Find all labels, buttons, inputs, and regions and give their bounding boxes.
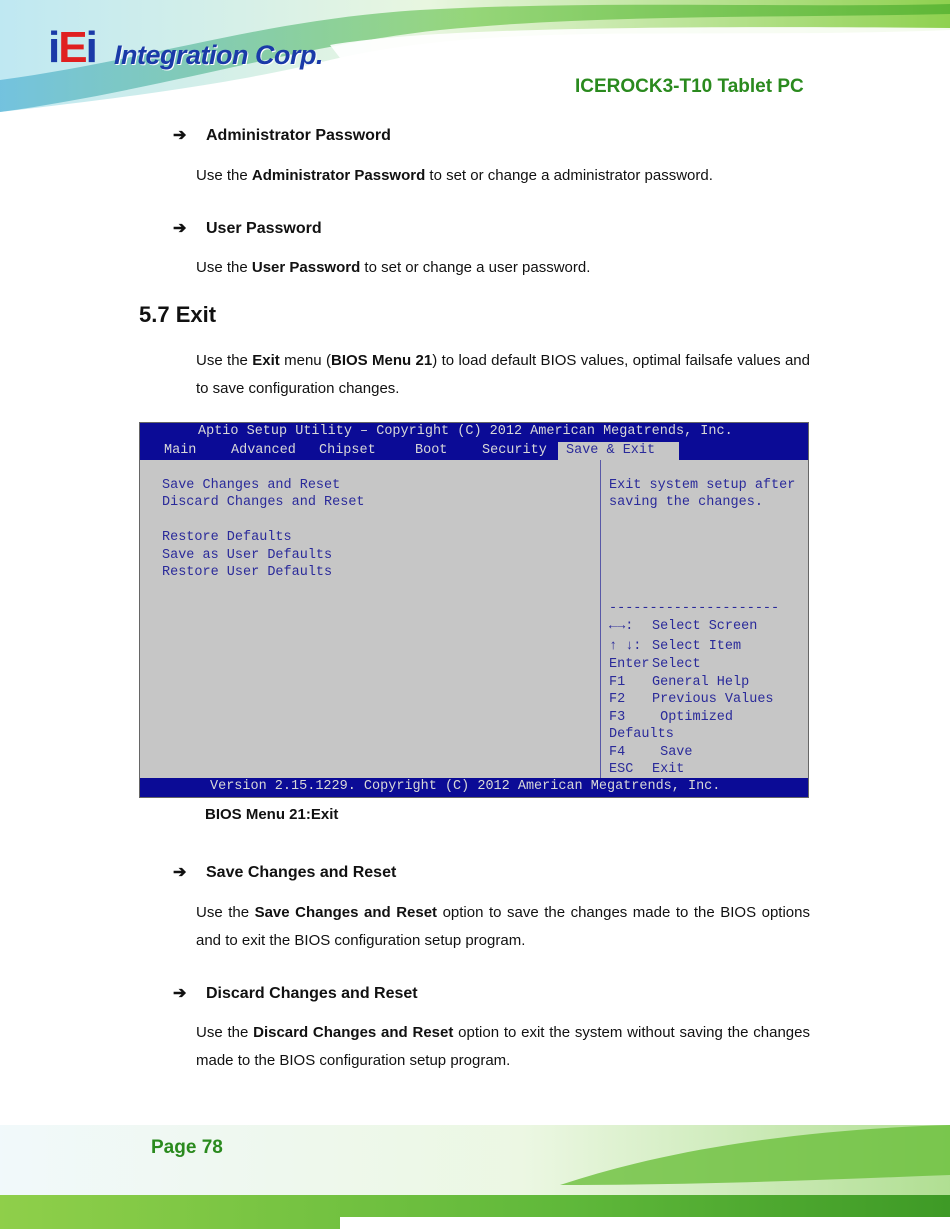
bios-tab-security[interactable]: Security bbox=[482, 443, 547, 458]
bios-key-hint: F3 Optimized bbox=[609, 710, 734, 725]
bios-tab-main[interactable]: Main bbox=[164, 443, 197, 458]
arrow-right-icon: ➔ bbox=[173, 985, 187, 1002]
bios-key-hint: ESC Exit bbox=[609, 762, 685, 777]
bios-item-save-user-defaults[interactable]: Save as User Defaults bbox=[162, 548, 333, 563]
bios-tab-save-exit[interactable]: Save & Exit bbox=[558, 442, 679, 460]
arrow-right-icon: ➔ bbox=[173, 127, 187, 144]
bios-help-line: saving the changes. bbox=[609, 495, 763, 510]
paragraph-administrator-password: Use the Administrator Password to set or change a administrator password. bbox=[196, 167, 713, 184]
bios-key-hint: ↑ ↓: Select Item bbox=[609, 639, 742, 654]
bios-key-hint: Enter Select bbox=[609, 657, 701, 672]
figure-caption: BIOS Menu 21:Exit bbox=[205, 806, 339, 823]
bios-footer-bar bbox=[140, 778, 808, 797]
page-footer bbox=[0, 1125, 950, 1229]
heading-discard-changes-reset: ➔ Discard Changes and Reset bbox=[173, 985, 418, 1002]
bios-key-hint: Defaults bbox=[609, 727, 674, 742]
bios-key-hint: F4 Save bbox=[609, 745, 693, 760]
bios-tab-advanced[interactable]: Advanced bbox=[231, 443, 296, 458]
bios-key-hint: ←→: Select Screen bbox=[609, 619, 758, 634]
bios-panel-divider bbox=[600, 460, 601, 780]
page-number: Page 78 bbox=[151, 1137, 223, 1158]
product-title: ICEROCK3-T10 Tablet PC bbox=[575, 76, 804, 97]
bios-key-hint: F2 Previous Values bbox=[609, 692, 774, 707]
bios-tab-boot[interactable]: Boot bbox=[415, 443, 448, 458]
bios-tab-chipset[interactable]: Chipset bbox=[319, 443, 376, 458]
paragraph-exit-intro: Use the Exit menu (BIOS Menu 21) to load default BIOS values, optimal failsafe values and to save configuration changes. bbox=[196, 352, 810, 397]
bios-title-bar bbox=[140, 423, 808, 460]
logo-mark: iEi bbox=[48, 23, 96, 72]
bios-screenshot bbox=[139, 422, 809, 798]
bios-item-restore-user-defaults[interactable]: Restore User Defaults bbox=[162, 565, 333, 580]
bios-help-line: Exit system setup after bbox=[609, 478, 796, 493]
paragraph-discard-changes-reset: Use the Discard Changes and Reset option to exit the system without saving the changes made to the BIOS configuration setup program. bbox=[196, 1024, 810, 1069]
bios-item-save-changes-reset[interactable]: Save Changes and Reset bbox=[162, 478, 341, 493]
logo-wordmark: Integration Corp. bbox=[114, 40, 323, 70]
bios-item-discard-changes-reset[interactable]: Discard Changes and Reset bbox=[162, 495, 365, 510]
heading-administrator-password: ➔ Administrator Password bbox=[173, 127, 391, 144]
bios-title: Aptio Setup Utility – Copyright (C) 2012 American Megatrends, Inc. bbox=[198, 424, 733, 439]
paragraph-user-password: Use the User Password to set or change a user password. bbox=[196, 259, 591, 276]
bios-item-restore-defaults[interactable]: Restore Defaults bbox=[162, 530, 292, 545]
bios-version: Version 2.15.1229. Copyright (C) 2012 American Megatrends, Inc. bbox=[210, 779, 721, 794]
page-header bbox=[0, 0, 950, 112]
heading-save-changes-reset: ➔ Save Changes and Reset bbox=[173, 864, 397, 881]
section-title-exit: 5.7 Exit bbox=[139, 302, 217, 327]
arrow-right-icon: ➔ bbox=[173, 864, 187, 881]
footer-swoosh-graphic bbox=[0, 1125, 950, 1229]
heading-user-password: ➔ User Password bbox=[173, 220, 322, 237]
arrow-right-icon: ➔ bbox=[173, 220, 187, 237]
paragraph-save-changes-reset: Use the Save Changes and Reset option to save the changes made to the BIOS options and to exit the BIOS configuration setup program. bbox=[196, 904, 810, 949]
bios-key-hint: F1 General Help bbox=[609, 675, 750, 690]
bios-help-separator: --------------------- bbox=[609, 601, 780, 616]
